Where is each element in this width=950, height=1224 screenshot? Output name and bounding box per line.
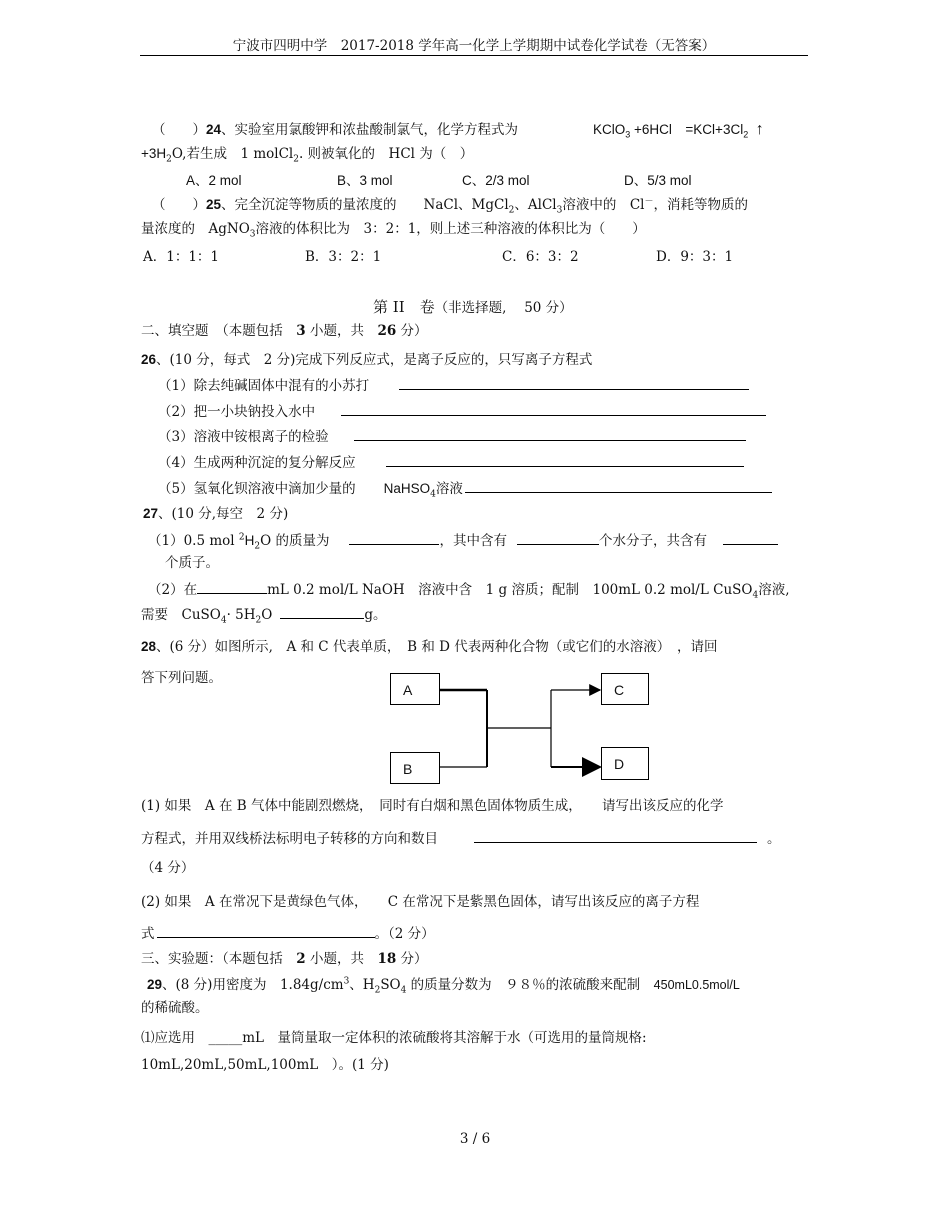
question-25-line1: （ ）25、完全沉淀等物质的量浓度的 NaCl、MgCl$_2$、AlCl$_3$溶液中的 Cl－，消耗等物质的 <box>152 196 749 216</box>
answer-paren: （ ） <box>152 122 206 138</box>
answer-paren: （ ） <box>152 197 206 213</box>
question-29-stem: 29、(8 分)用密度为 $1.84g/cm^3$、$H_2SO_4$ 的质量分数为 ９８％的浓硫酸来配制 450mL0.5mol/L <box>147 976 740 996</box>
question-number: 27 <box>143 506 159 521</box>
question-number: 25 <box>206 197 222 212</box>
q27-part-2-cont: 需要 CuSO$_4$· $5H_2O$ g。 <box>141 604 387 624</box>
q28-part-2-cont: 式 。（2 分） <box>141 923 435 943</box>
q28-part-2: (2) 如果 A 在常况下是黄绿色气体， C 在常况下是紫黑色固体，请写出该反应的离子方程 <box>141 894 700 910</box>
option-c: C．6：3：2 <box>502 249 579 265</box>
answer-blank[interactable] <box>465 478 772 493</box>
answer-blank[interactable] <box>386 452 744 467</box>
q28-part-1-score: （4 分） <box>141 860 195 876</box>
section-2-heading: 二、填空题 （本题包括 3 小题，共 26 分） <box>141 323 428 339</box>
question-25-line2: 量浓度的 AgNO$_3$溶液的体积比为 3：2：1，则上述三种溶液的体积比为（ ） <box>141 221 646 240</box>
diagram-box-a: A <box>390 673 440 705</box>
q26-item-1: （1）除去纯碱固体中混有的小苏打 <box>158 375 749 395</box>
answer-blank[interactable] <box>341 401 766 416</box>
answer-blank[interactable] <box>517 530 599 545</box>
header-rule <box>140 55 808 56</box>
section-3-heading: 三、实验题：（本题包括 2 小题，共 18 分） <box>141 951 428 967</box>
question-26-stem: 26、(10 分，每式 2 分)完成下列反应式，是离子反应的，只写离子方程式 <box>141 352 593 368</box>
diagram-box-c: C <box>601 673 649 705</box>
option-a: A、2 mol <box>186 173 242 188</box>
question-stem: 实验室用氯酸钾和浓盐酸制氯气，化学方程式为 <box>234 122 519 138</box>
page-header: 宁波市四明中学 2017-2018 学年高一化学上学期期中试卷化学试卷（无答案） <box>232 38 716 54</box>
option-a: A．1：1：1 <box>143 249 220 265</box>
q26-item-2: （2）把一小块钠投入水中 <box>158 401 766 421</box>
answer-blank[interactable] <box>354 426 746 441</box>
question-24-line2: $+3H_2O$,若生成 1 molCl$_2$. 则被氧化的 HCl 为（ ） <box>141 146 474 165</box>
answer-blank[interactable]: _____ <box>208 1030 243 1046</box>
q26-item-5: （5）氢氧化钡溶液中滴加少量的 NaHSO$_4$溶液 <box>158 478 772 498</box>
q29-part-1-cont: 10mL,20mL,50mL,100mL ）。(1 分) <box>141 1057 389 1073</box>
answer-blank[interactable] <box>197 579 267 594</box>
question-24-equation: KClO$_3$ +6HCl $=KCl+3Cl_2$ ↑ <box>593 121 764 140</box>
option-b: B、3 mol <box>337 173 393 188</box>
question-number: 29 <box>147 977 163 992</box>
option-b: B．3：2：1 <box>305 249 382 265</box>
gas-arrow-icon: ↑ <box>755 121 764 138</box>
diagram-box-b: B <box>390 752 440 784</box>
q27-part-1-cont: 个质子。 <box>165 555 219 571</box>
question-28-stem-cont: 答下列问题。 <box>141 670 222 686</box>
option-c: C、2/3 mol <box>462 173 530 188</box>
diagram-box-d: D <box>601 747 649 780</box>
option-d: D．9：3：1 <box>656 249 734 265</box>
part-2-title: 第 II 卷（非选择题, 50 分） <box>373 298 573 316</box>
q29-part-1: ⑴应选用 _____mL 量筒量取一定体积的浓硫酸将其溶解于水（可选用的量筒规格: <box>141 1030 647 1046</box>
q26-item-3: （3）溶液中铵根离子的检验 <box>158 426 746 446</box>
q26-item-4: （4）生成两种沉淀的复分解反应 <box>158 452 744 472</box>
question-27-stem: 27、(10 分,每空 2 分) <box>143 506 289 522</box>
answer-blank[interactable] <box>723 530 778 545</box>
answer-blank[interactable] <box>474 828 757 843</box>
question-number: 24 <box>206 122 222 137</box>
question-number: 26 <box>141 352 157 367</box>
q28-part-1-cont: 方程式，并用双线桥法标明电子转移的方向和数目 。 <box>141 828 781 848</box>
question-29-stem-cont: 的稀硫酸。 <box>141 1000 209 1016</box>
question-28-stem: 28、(6 分）如图所示, A 和 C 代表单质， B 和 D 代表两种化合物（或它们的水溶液） ，请回 <box>141 639 718 655</box>
q27-part-2: （2）在 mL 0.2 mol/L NaOH 溶液中含 1 g 溶质；配制 100mL 0.2 mol/L CuSO$_4$溶液, <box>148 579 790 599</box>
question-24-line1: （ ）24、实验室用氯酸钾和浓盐酸制氯气，化学方程式为 <box>152 122 519 138</box>
page-number: 3 / 6 <box>459 1131 491 1147</box>
answer-blank[interactable] <box>157 923 375 938</box>
answer-blank[interactable] <box>399 375 749 390</box>
question-number: 28 <box>141 639 157 654</box>
q28-part-1: (1) 如果 A 在 B 气体中能剧烈燃烧， 同时有白烟和黑色固体物质生成， 请写出该反应的化学 <box>141 798 724 814</box>
answer-blank[interactable] <box>349 530 439 545</box>
answer-blank[interactable] <box>280 604 364 619</box>
q27-part-1: （1）0.5 mol $^2H_2O$ 的质量为 ，其中含有 个水分子，共含有 <box>148 530 778 550</box>
option-d: D、5/3 mol <box>624 173 692 188</box>
